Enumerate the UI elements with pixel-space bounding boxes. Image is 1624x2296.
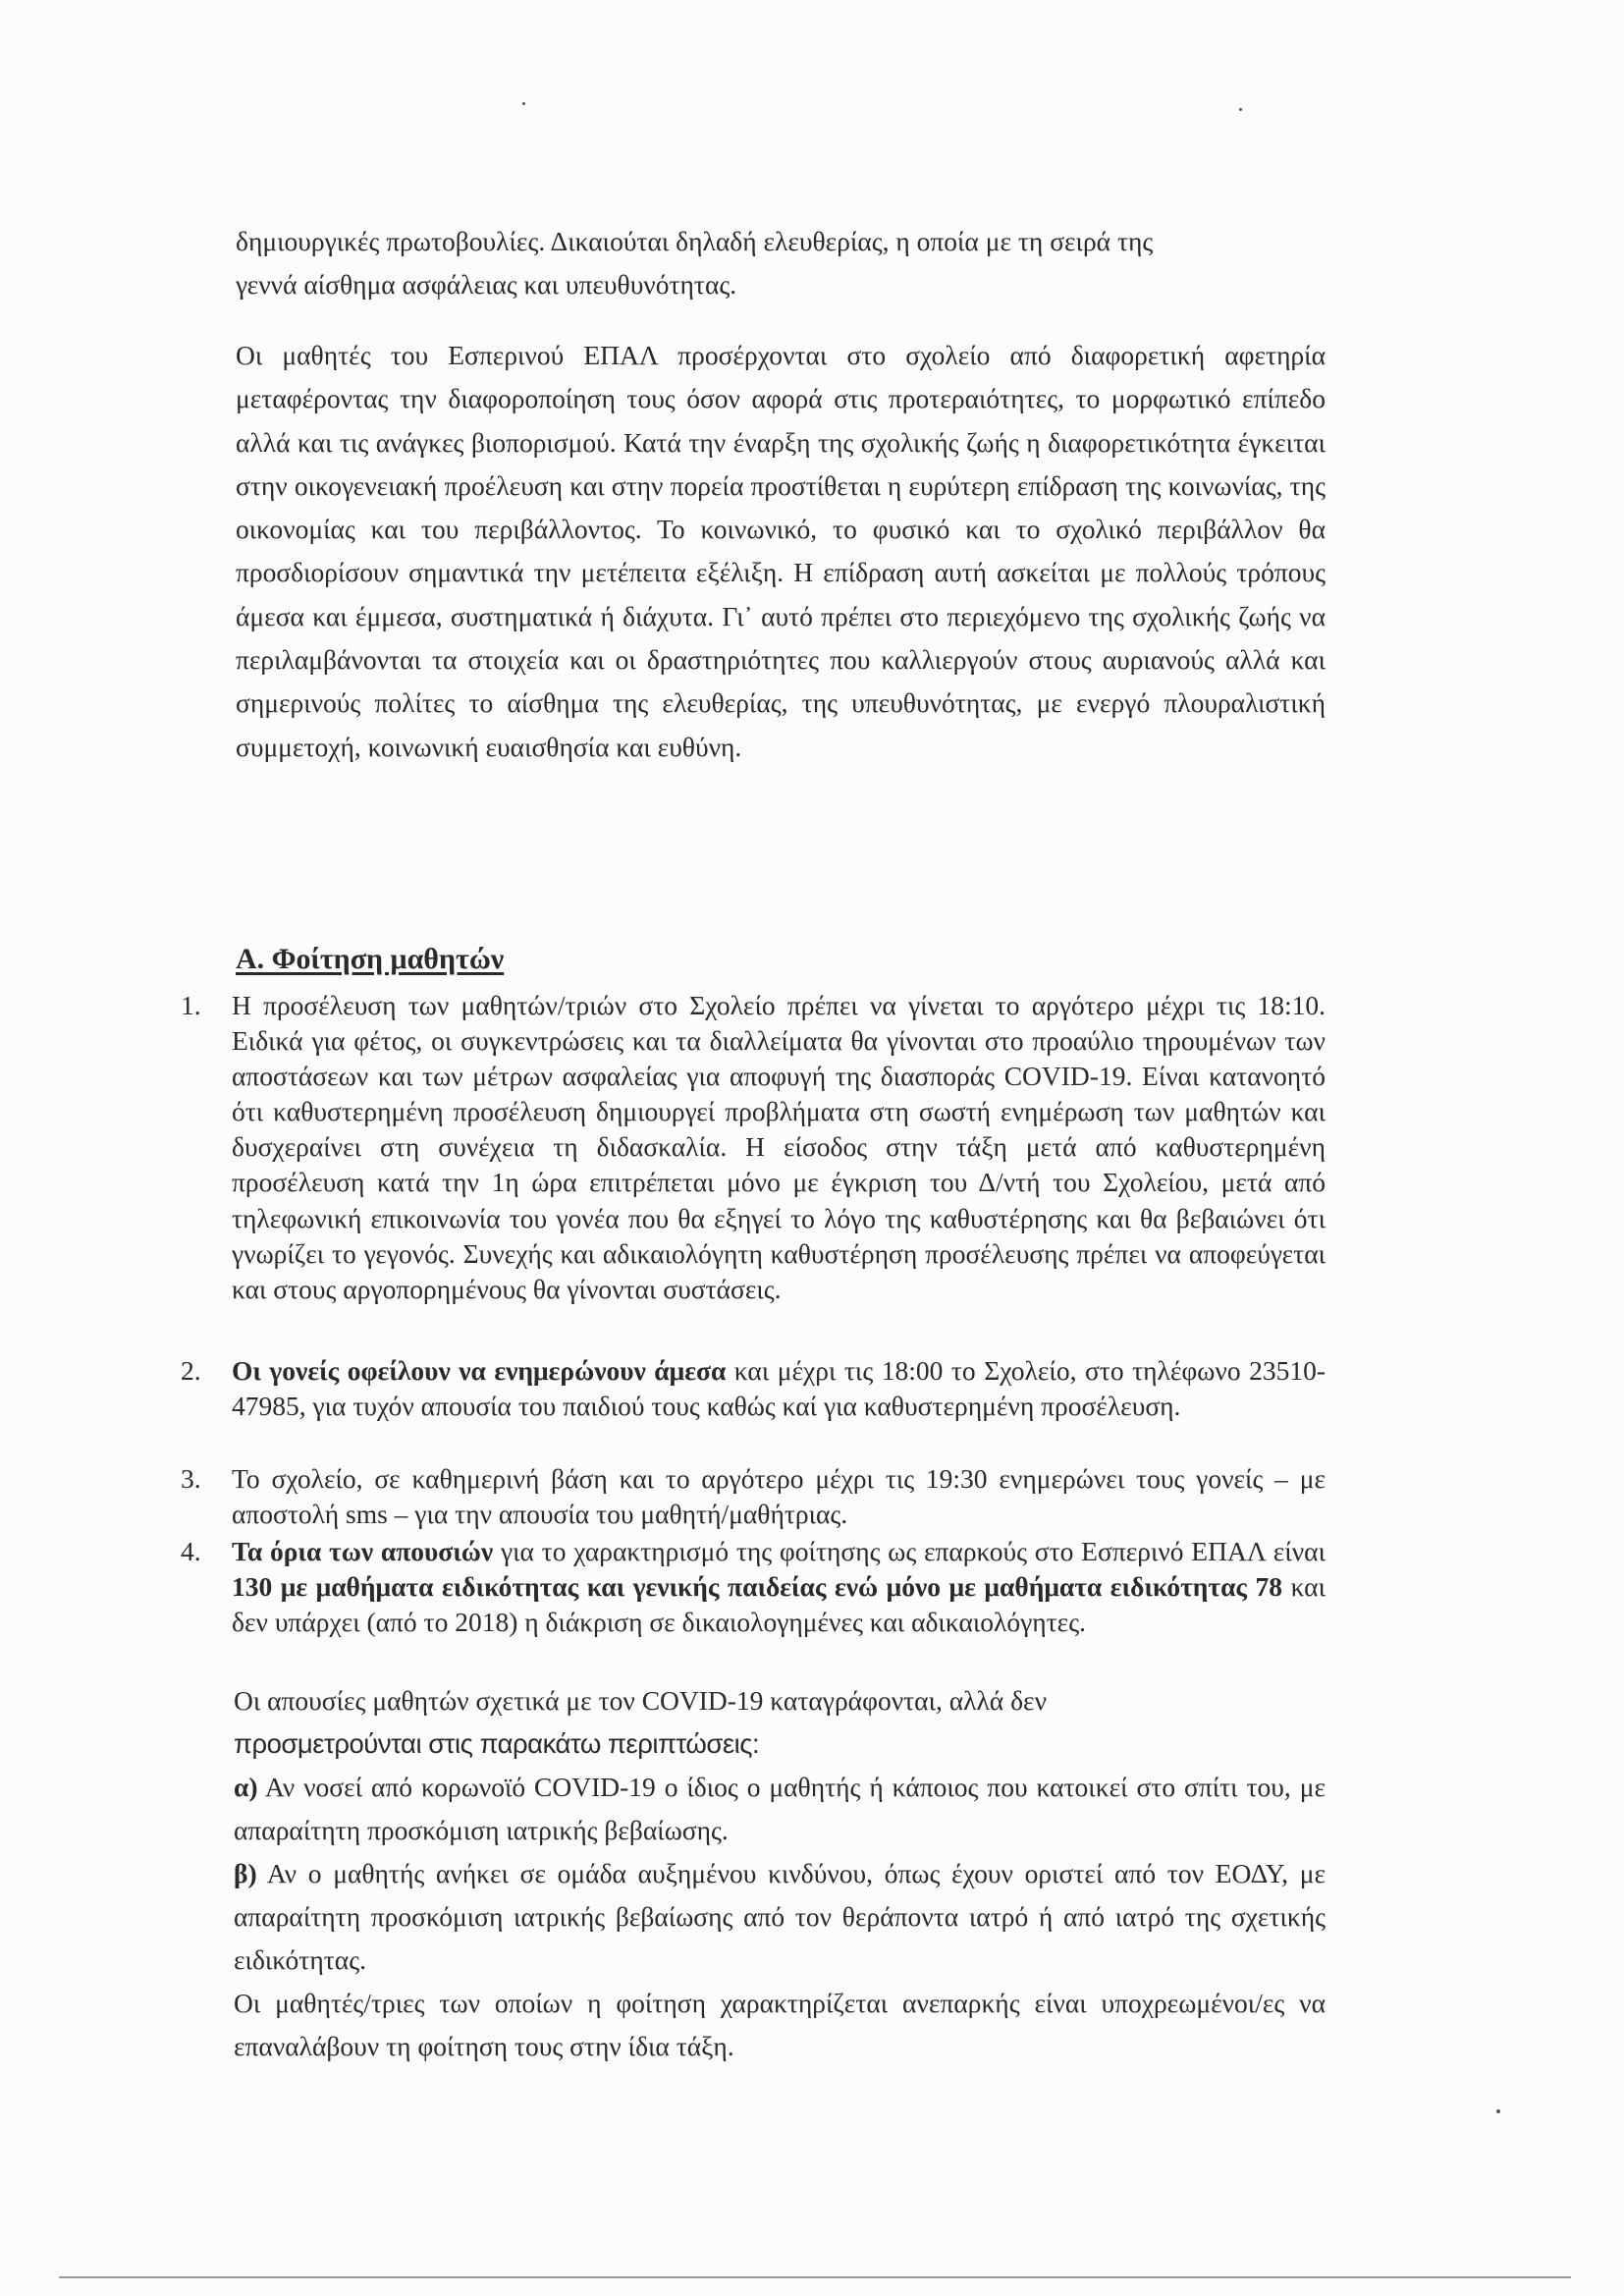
covid-absences-block: [234, 1679, 1326, 2068]
paragraph-text: Οι μαθητές του Εσπερινού ΕΠΑΛ προσέρχονται στο σχολείο από διαφορετική αφετηρία μεταφέροντας την διαφοροποίηση τους όσον αφορά στις προτεραιότητες, το μορφωτικό επίπεδο αλλά και τις ανάγκες βιοπορισμού. Κατά την έναρξη της σχολικής ζωής η διαφορετικότητα έγκειται στην οικογενειακή προέλευση και στην πορεία προστίθεται η ευρύτερη επίδραση της κοινωνίας, της οικονομίας και του περιβάλλοντος. Το κοινωνικό, το φυσικό και το σχολικό περιβάλλον θα προσδιορίσουν σημαντικά την μετέπειτα εξέλιξη. Η επίδραση αυτή ασκείται με πολλούς τρόπους άμεσα και έμμεσα, συστηματικά ή διάχυτα. Γι᾽ αυτό πρέπει στο περιεχόμενο της σχολικής ζωής να περιλαμβάνονται τα στοιχεία και οι δραστηριότητες που καλλιεργούν στους αυριανούς αλλά και σημερινούς πολίτες το αίσθημα της ελευθερίας, της υπευθυνότητας, με ενεργό πλουραλιστική συμμετοχή, κοινωνική ευαισθησία και ευθύνη.: [236, 340, 1326, 762]
list-item-parents-notify: [232, 1353, 1326, 1424]
case-text: Αν ο μαθητής ανήκει σε ομάδα αυξημένου κινδύνου, όπως έχουν οριστεί από τον ΕΟΔΥ, με απαραίτητη προσκόμιση ιατρικής βεβαίωσης από τον θεράποντα ιατρό ή από ιατρό της σχετικής ειδικότητας.: [234, 1858, 1326, 1975]
list-number: 3.: [181, 1463, 201, 1494]
list-number: 1.: [181, 990, 201, 1020]
students-background-paragraph: [236, 334, 1326, 769]
scan-edge-line: [59, 2276, 1571, 2278]
intro-line-2: γεννά αίσθημα ασφάλειας και υπευθυνότητας.: [236, 268, 737, 300]
section-heading: Α. Φοίτηση μαθητών: [236, 943, 505, 975]
covid-intro-line: Οι απουσίες μαθητών σχετικά με τον COVID-19 καταγράφονται, αλλά δεν: [234, 1685, 1048, 1716]
intro-paragraph: [236, 220, 1326, 305]
list-item-absence-limits: [232, 1534, 1326, 1640]
covid-intro-line: προσμετρούνται στις παρακάτω περιπτώσεις:: [234, 1728, 760, 1759]
case-label: α): [234, 1772, 258, 1802]
closing-text: Οι μαθητές/τριες των οποίων η φοίτηση χαρακτηρίζεται ανεπαρκής είναι υποχρεωμένοι/ες να επαναλάβουν τη φοίτηση τους στην ίδια τάξη.: [234, 1988, 1326, 2061]
case-text: Αν νοσεί από κορωνοϊό COVID-19 ο ίδιος ο μαθητής ή κάποιος που κατοικεί στο σπίτι του, με απαραίτητη προσκόμιση ιατρικής βεβαίωσης.: [234, 1772, 1326, 1845]
list-item-text: για το χαρακτηρισμό της φοίτησης ως επαρκούς στο Εσπερινό ΕΠΑΛ είναι: [493, 1536, 1326, 1566]
list-item-bold: 130 με μαθήματα ειδικότητας και γενικής παιδείας ενώ μόνο με μαθήματα ειδικότητας 78: [232, 1571, 1283, 1603]
scan-speck: [1496, 2109, 1500, 2113]
intro-line-1: δημιουργικές πρωτοβουλίες. Δικαιούται δηλαδή ελευθερίας, η οποία με τη σειρά της: [236, 226, 1154, 256]
list-item-school-sms: [232, 1461, 1326, 1532]
list-item-text: Το σχολείο, σε καθημερινή βάση και το αργότερο μέχρι τις 19:30 ενημερώνει τους γονείς – με αποστολή sms – για την απουσία του μαθητή/μαθήτριας.: [232, 1463, 1326, 1530]
scan-speck: [1239, 108, 1242, 111]
scan-speck: [522, 102, 525, 105]
list-number: 2.: [181, 1355, 201, 1386]
list-item-text: και μέχρι τις 18:00 το Σχολείο, στο τηλέφωνο 23510-47985, για τυχόν απουσία του παιδιού τους καθώς καί για καθυστερημένη προσέλευση.: [232, 1355, 1326, 1422]
list-item-text: και δεν υπάρχει (από το 2018) η διάκριση σε δικαιολογημένες και αδικαιολόγητες.: [232, 1571, 1326, 1638]
list-item-bold: Οι γονείς οφείλουν να ενημερώνουν άμεσα: [232, 1355, 727, 1386]
case-label: β): [234, 1858, 257, 1888]
list-item-bold: Τα όρια των απουσιών: [232, 1536, 494, 1566]
list-item-text: Η προσέλευση των μαθητών/τριών στο Σχολείο πρέπει να γίνεται το αργότερο μέχρι τις 18:10. Ειδικά για φέτος, οι συγκεντρώσεις και τα διαλλείματα θα γίνονται στο προαύλιο τηρουμένων των αποστάσεων και των μέτρων ασφαλείας για αποφυγή της διασποράς COVID-19. Είναι κατανοητό ότι καθυστερημένη προσέλευση δημιουργεί προβλήματα στη σωστή ενημέρωση των μαθητών και δυσχεραίνει στη συνέχεια τη διδασκαλία. Η είσοδος στην τάξη μετά από καθυστερημένη προσέλευση κατά την 1η ώρα επιτρέπεται μόνο με έγκριση του Δ/ντή του Σχολείου, μετά από τηλεφωνική επικοινωνία του γονέα που θα εξηγεί το λόγο της καθυστέρησης και θα βεβαιώνει ότι γνωρίζει το γεγονός. Συνεχής και αδικαιολόγητη καθυστέρηση προσέλευσης πρέπει να αποφεύγεται και στους αργοπορημένους θα γίνονται συστάσεις.: [232, 990, 1326, 1304]
list-number: 4.: [181, 1536, 201, 1566]
covid-case-b: [234, 1852, 1326, 1982]
list-item-arrival: [232, 988, 1326, 1307]
covid-case-a: [234, 1766, 1326, 1852]
